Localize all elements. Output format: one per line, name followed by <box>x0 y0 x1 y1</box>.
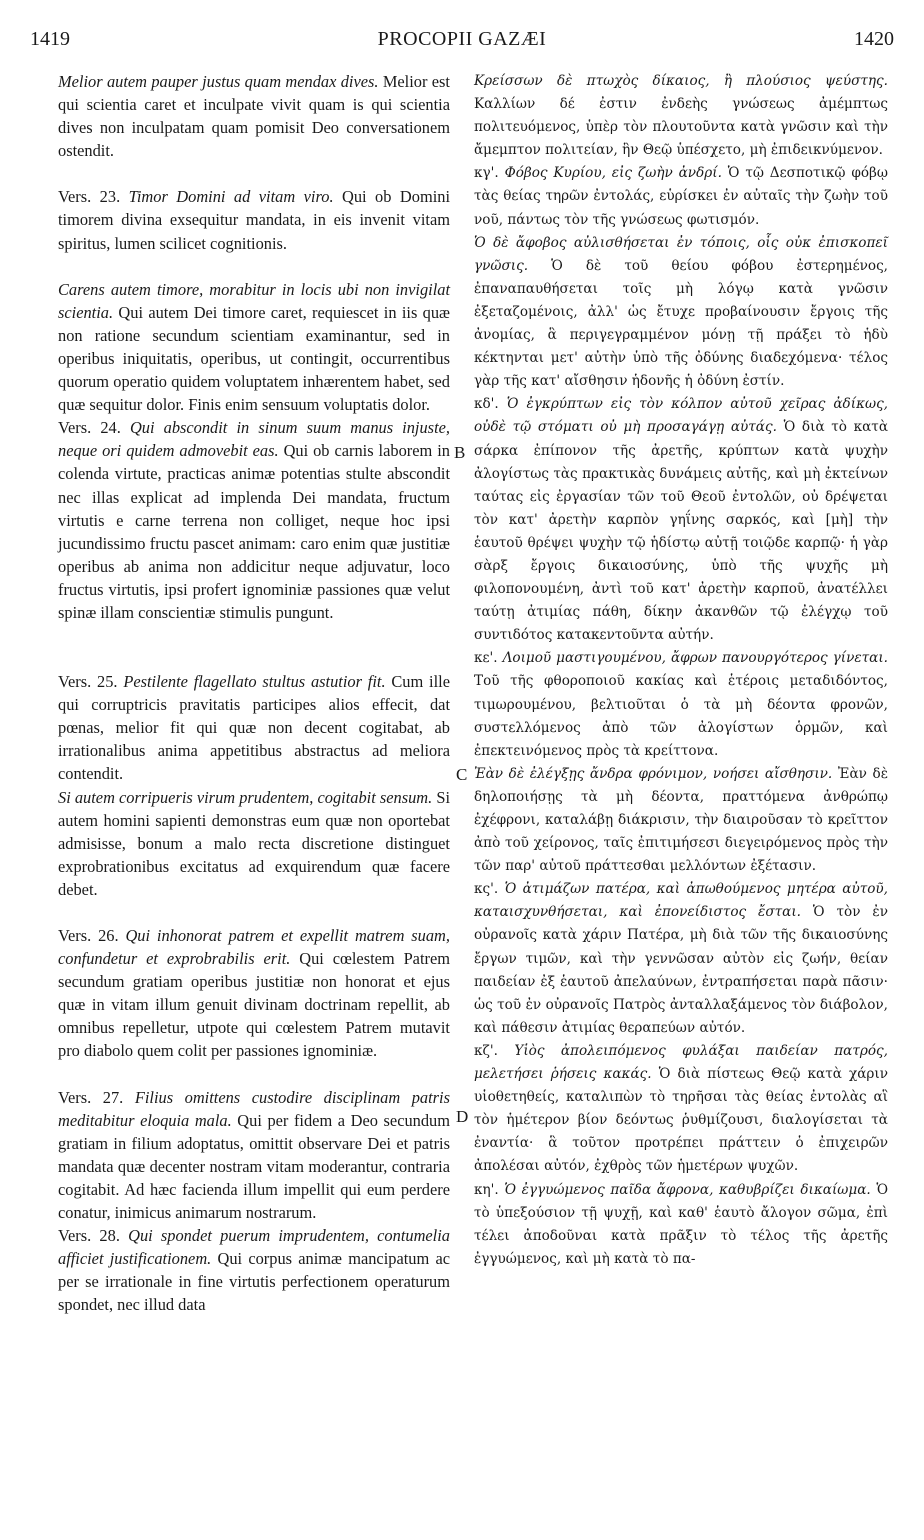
verse-number: κζ'. <box>474 1042 498 1059</box>
commentary-text: Cum ille qui corruptricis pravitatis participes alios effecit, dat pœnas, melior fit qui quæ non decent cogitabat, ab irrationalibus anima appetitibus abstractus ad meliora contendit. <box>58 672 450 784</box>
verse-number: κδ'. <box>474 396 499 413</box>
latin-paragraph <box>58 278 450 417</box>
commentary-text: Qui cœlestem Patrem secundum gratiam operibus justitiæ non honorat et ejus quæ in vitam illum genuit divinam doctrinam repellit, ab omnibus repelletur, utpote qui cœlestem Patrem mutavit pro diabolo quem colit per passiones ignominiæ. <box>58 949 450 1061</box>
running-header <box>0 28 924 52</box>
commentary-text: Qui per fidem a Deo secundum gratiam in filium adoptatus, omittit observare Dei et patris mandata quæ decenter nostram vitam moderantur, contraria cogitabit. Ad hæc facienda illum impellit qui eum perdere conatur, inimicus animarum nostrarum. <box>58 1110 450 1223</box>
scripture-lemma: Qui abscondit in sinum suum manus injuste, neque ori quidem admovebit eas. <box>58 418 450 461</box>
scripture-lemma: Ἐὰν δὲ ἐλέγξῃς ἄνδρα φρόνιμον, νοήσει αἴσθησιν. <box>474 765 833 782</box>
scripture-lemma: Timor Domini ad vitam viro. <box>128 187 334 207</box>
running-title: PROCOPII GAZÆI <box>377 28 547 50</box>
scripture-lemma: Ὁ δὲ ἄφοβος αὐλισθήσεται ἐν τόποις, οἷς οὐκ ἐπισκοπεῖ γνῶσις. <box>474 234 888 274</box>
verse-number: Vers. 27. <box>58 1087 124 1107</box>
margin-letter-d: D <box>456 1107 469 1126</box>
scripture-lemma: Filius omittens custodire disciplinam patris meditabitur eloquia mala. <box>58 1087 450 1130</box>
verse-number: κς'. <box>474 881 499 898</box>
greek-paragraph <box>474 232 888 394</box>
latin-paragraph <box>58 786 450 901</box>
verse-number: Vers. 24. <box>58 418 121 438</box>
verse-number: κγ'. <box>474 165 499 182</box>
scripture-lemma: Qui spondet puerum imprudentem, contumelia afficiet justificationem. <box>58 1226 450 1269</box>
commentary-text: Ὁ διὰ τὸ κατὰ σάρκα ἐπίπονον τῆς ἀρετῆς, κρύπτων κατὰ ψυχὴν ἀλογίστως τὰς πρακτικὰς δυνάμεις αὐτῆς, καὶ μὴ ἐκτείνων ταύτας εἰς ἐργασίαν τῶν τοῦ Θεοῦ ἐντολῶν, οὐ δρέψεται τὸν κατ' ἀρετὴν καρπὸν γηΐνης σαρκός, καὶ [μὴ] τὴν ἑαυτοῦ θρέψει ψυχὴν τῷ ἡδίστῳ αὐτῇ τοιῷδε καρπῷ· ἡ γὰρ σὰρξ ἔργοις δικαιοσύνης, ὑπὸ τῆς ψυχῆς μὴ φιλοπονουμένη, ἀντὶ τοῦ κατ' ἀρετὴν καρποῦ, ἀνατέλλει ταύτῃ ἀτιμίας πάθη, δίκην ἀκανθῶν τῷ ἐλέγχῳ τοῦ συντιδότος κατακεντοῦντα αὐτήν. <box>474 419 888 644</box>
commentary-text: Qui corpus animæ mancipatum ac per se irrationale in fine virtutis perfectionem operaturum spondet, nec illud data <box>58 1249 450 1315</box>
commentary-text: Ὁ τὸν ἐν οὐρανοῖς κατὰ χάριν Πατέρα, μὴ διὰ τῶν τῆς δικαιοσύνης ἔργων τιμῶν, καὶ τὴν γεννῶσαν αὐτὸν εἰς ζωήν, θείαν παιδείαν ἐξ ἑαυτοῦ ἀπελαύνων, ἐντραπήσεται παρὰ πᾶσιν· ὡς τοῦ ἐν οὐρανοῖς Πατρὸς ἀνταλλαξάμενος τὸν διάβολον, καὶ πάθεσιν ἀτιμίας θεραπεύων αὐτόν. <box>474 904 888 1036</box>
scripture-lemma: Φόβος Κυρίου, εἰς ζωὴν ἀνδρί. <box>504 165 722 182</box>
scripture-lemma: Ὁ ἀτιμάζων πατέρα, καὶ ἀπωθούμενος μητέρα αὐτοῦ, καταισχυνθήσεται, καὶ ἐπονείδιστος ἔσται. <box>474 881 888 921</box>
verse-number: κε'. <box>474 650 498 667</box>
scripture-lemma: Ὁ ἐγγυώμενος παῖδα ἄφρονα, καθυβρίζει δικαίωμα. <box>504 1181 871 1198</box>
scripture-lemma: Κρείσσων δὲ πτωχὸς δίκαιος, ἢ πλούσιος ψεύστης. <box>474 73 888 89</box>
commentary-text: Qui ob carnis laborem in colenda virtute, practicas animæ potentias stulte abscondit nec illas explicat ad implenda Dei mandata, fructum virtutis e carne terrena non colliget, neque hoc ipsi jucundissimo fructu pascet animam: caro enim quæ justitiæ operibus ab anima non addicitur neque adjuvatur, loco fructus virtutis, ipsi profert ignominiæ passiones quæ velut spinæ illam conscientiæ stimulis pungunt. <box>58 441 450 622</box>
scripture-lemma: Carens autem timore, morabitur in locis ubi non invigilat scientia. <box>58 279 450 322</box>
latin-paragraph <box>58 1224 450 1316</box>
margin-letter-c: C <box>456 765 468 784</box>
verse-number: Vers. 23. <box>58 187 121 207</box>
commentary-text: Τοῦ τῆς φθοροποιοῦ κακίας καὶ ἑτέροις μεταδιδόντος, τιμωρουμένου, βελτιοῦται ὁ τὰ μὴ δέοντα φρονῶν, συστελλόμενος ἀπὸ τῶν ἀλογίστων ὁρμῶν, καὶ ἐπεκτεινόμενος πρὸς τὰ κρείττονα. <box>474 673 888 759</box>
latin-paragraph <box>58 924 450 1063</box>
commentary-text: Ὁ διὰ πίστεως Θεῷ κατὰ χάριν υἱοθετηθείς, καταλιπὼν τὸ τηρῆσαι τὰς θείας ἐντολὰς αἳ τὸν ἡμέτερον βίον δεόντως ῥυθμίζουσι, διαλογίσεται τὰ ἐναντία· ἃ τοῦτον προτρέπει πράττειν ὁ ἐπιχειρῶν ἀπολέσαι αὐτόν, ἐχθρὸς τῶν ἡμετέρων ψυχῶν. <box>474 1066 889 1175</box>
verse-number: Vers. 25. <box>58 672 118 692</box>
scripture-lemma: Si autem corripueris virum prudentem, cogitabit sensum. <box>58 787 433 807</box>
greek-paragraph <box>474 647 888 762</box>
greek-paragraph <box>474 393 888 647</box>
scripture-lemma: Υἱὸς ἀπολειπόμενος φυλάξαι παιδείαν πατρός, μελετήσει ῥήσεις κακάς. <box>474 1042 888 1083</box>
verse-number: Vers. 28. <box>58 1226 120 1246</box>
commentary-text: Καλλίων δέ ἐστιν ἐνδεὴς γνώσεως ἀμέμπτως πολιτευόμενος, ὑπὲρ τὸν πλουτοῦντα κατὰ γνῶσιν καὶ τὴν ἄμεμπτον πολιτείαν, ἣν Θεῷ ὑπέσχετο, μὴ ἐπιδεικνύμενον. <box>474 96 888 159</box>
verse-number: Vers. 26. <box>58 926 119 945</box>
greek-column <box>474 70 888 1271</box>
latin-column <box>58 70 450 1317</box>
greek-paragraph <box>474 162 888 231</box>
commentary-text: Qui ob Domini timorem divina exsequitur mandata, in eis invenit vitam spiritus, lumen scilicet cognitionis. <box>58 187 450 253</box>
commentary-text: Ὁ τὸ ὑπεξούσιον τῇ ψυχῇ, καὶ καθ' ἑαυτὸ ἄλογον σῶμα, ἐπὶ τέλει ἀποδοῦναι κατὰ πρᾶξιν τὸ τέλος τῆς ἀρετῆς ἐγγυώμενος, καὶ μὴ κατὰ τὸ πα- <box>474 1181 889 1267</box>
greek-paragraph <box>474 878 888 1040</box>
greek-paragraph <box>474 1179 888 1271</box>
greek-paragraph <box>474 1040 888 1179</box>
scripture-lemma: Pestilente flagellato stultus astutior fit. <box>123 672 386 692</box>
scripture-lemma: Melior autem pauper justus quam mendax dives. <box>58 72 379 91</box>
commentary-text: Si autem homini sapienti demonstras eum quæ non oportebat admisisse, bonum a malo recta discretione distinguet exprobrationibus excitatus ad exquirendum quæ facere debet. <box>58 787 450 899</box>
page-number-left: 1419 <box>30 28 70 50</box>
commentary-text: Ὁ δὲ τοῦ θείου φόβου ἐστερημένος, ἐπαναπαυθήσεται τοῖς μὴ λόγῳ κατὰ γνῶσιν ἐξεταζομένοις, ἀλλ' ὡς ἔτυχε προβαίνουσιν ἔργοις τῆς ἀνομίας, ἃ περιγεγραμμένον μόνῃ τῇ πράξει τὸ ἡδὺ κέκτηνται μετ' αὐτὴν ὑπὸ τῆς ὀδύνης διαδεχόμενα· τέλος γὰρ τῆς κατ' αἴσθησιν ἡδονῆς ἡ ὀδύνη ἐστίν. <box>474 257 889 390</box>
greek-paragraph <box>474 763 888 878</box>
commentary-text: Ὁ τῷ Δεσποτικῷ φόβῳ τὰς θείας τηρῶν ἐντολάς, εὑρίσκει ἐν αὐταῖς τὴν ζωὴν τοῦ νοῦ, πάντως τὸν τῆς γνώσεως φωτισμόν. <box>474 165 889 228</box>
commentary-text: Melior est qui scientia caret et inculpate vivit quam is qui scientia dives non inculpatam quam pomisit Deo conversationem ostendit. <box>58 72 450 161</box>
verse-number: κη'. <box>474 1181 499 1198</box>
page-number-right: 1420 <box>854 28 894 50</box>
latin-paragraph <box>58 416 450 624</box>
scripture-lemma: Ὁ ἐγκρύπτων εἰς τὸν κόλπον αὐτοῦ χεῖρας ἀδίκως, οὐδὲ τῷ στόματι οὐ μὴ προσαγάγῃ αὐτάς. <box>474 396 888 436</box>
margin-letter-b: B <box>454 443 466 462</box>
greek-paragraph <box>474 70 888 162</box>
commentary-text: Qui autem Dei timore caret, requiescet in iis quæ non ratione secundum scientiam examinantur, sed in operibus iniquitatis, operibus, ut contingit, occurrentibus quorum operatio quidem voluptatem inhærentem habet, sed quæ sequitur dolor. Finis enim sensuum voluptatis dolor. <box>58 302 450 415</box>
commentary-text: Ἐὰν δὲ δηλοποιήσῃς τὰ μὴ δέοντα, πραττόμενα ἀνθρώπῳ ἐχέφρονι, καταλάβῃ διάκρισιν, τὴν διαιροῦσαν τὸ κρεῖττον ἀπὸ τοῦ χείρονος, ταῖς ἐπιτιμήσεσι διεγειρόμενος πρὸς τὴν τῶν παρ' αὐτοῦ πράττεσθαι μελλόντων ἐξέτασιν. <box>474 765 888 875</box>
scripture-lemma: Λοιμοῦ μαστιγουμένου, ἄφρων πανουργότερος γίνεται. <box>502 650 888 667</box>
latin-paragraph <box>58 670 450 785</box>
latin-paragraph <box>58 185 450 254</box>
latin-paragraph <box>58 1086 450 1225</box>
scripture-lemma: Qui inhonorat patrem et expellit matrem suam, confundetur et exprobrabilis erit. <box>58 926 450 969</box>
latin-paragraph <box>58 70 450 162</box>
